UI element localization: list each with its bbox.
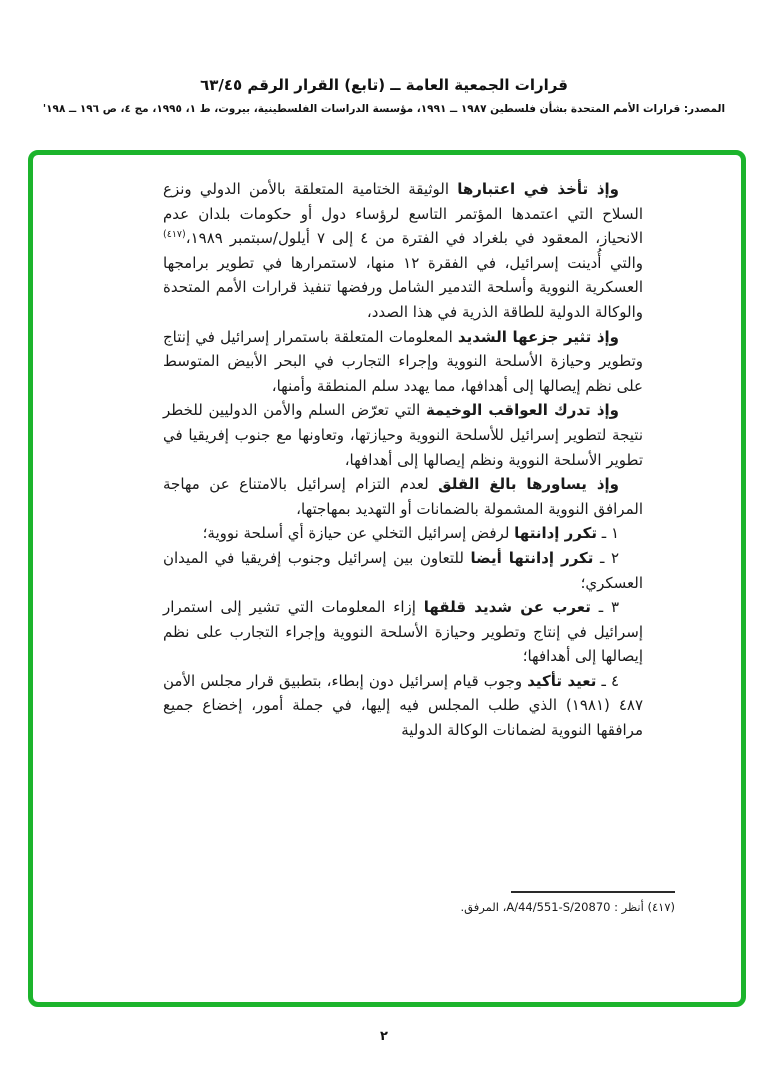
footnote-block xyxy=(399,891,675,914)
bold-lead: تعرب عن شديد قلقها xyxy=(423,598,591,617)
document-header xyxy=(0,76,768,115)
footnote-ref: (٤١٧) xyxy=(163,229,186,241)
page-title: قرارات الجمعية العامة ــ (تابع) القرار الرقم ٦٣/٤٥ xyxy=(200,76,568,94)
footnote-separator xyxy=(511,891,675,893)
text-run: إزاء المعلومات التي تشير إلى استمرار إسرائيل في إنتاج وتطوير وحيازة الأسلحة النووية وإجراء التجارب على نظم إيصالها إلى أهدافها؛ xyxy=(163,598,643,666)
bold-lead: تكرر إدانتها xyxy=(514,524,597,543)
source-line: المصدر: قرارات الأمم المتحدة بشأن فلسطين ١٩٨٧ ــ ١٩٩١، مؤسسة الدراسات الفلسطينية، بيروت، ط ١، ١٩٩٥، مج ٤، ص ١٩٦ ــ ١٩٨' xyxy=(42,103,726,115)
paragraph xyxy=(163,521,643,546)
paragraph xyxy=(163,595,643,669)
paragraph xyxy=(163,546,643,595)
paragraph xyxy=(163,325,643,399)
text-run: وجوب قيام إسرائيل دون إبطاء، بتطبيق قرار مجلس الأمن ٤٨٧ (١٩٨١) الذي طلب المجلس فيه إليها، في جملة أمور، إخضاع جميع مرافقها النووية لضمانات الوكالة الدولية xyxy=(163,671,643,740)
text-run: ١ ـ xyxy=(597,524,619,543)
paragraph xyxy=(163,177,643,325)
bold-lead: وإذ تثير جزعها الشديد xyxy=(457,327,619,346)
document-paragraphs xyxy=(163,177,643,743)
bold-lead: تكرر إدانتها أيضا xyxy=(470,548,594,567)
text-run: الوثيقة الختامية المتعلقة بالأمن الدولي ونزع السلاح التي اعتمدها المؤتمر التاسع لرؤساء دول أو حكومات بلدان عدم الانحياز، المعقود في بلغراد في الفترة من ٤ إلى ٧ أيلول/سبتمبر ١٩٨٩، xyxy=(163,180,643,248)
text-run: لرفض إسرائيل التخلي عن حيازة أي أسلحة نووية؛ xyxy=(202,524,515,543)
text-run: لعدم التزام إسرائيل بالامتناع عن مهاجة المرافق النووية المشمولة بالضمانات أو التهديد بمهاجتها، xyxy=(163,475,643,518)
text-run: ٢ ـ xyxy=(593,548,619,567)
bold-lead: وإذ يساورها بالغ القلق xyxy=(438,475,619,494)
text-run: التي تعرّض السلم والأمن الدوليين للخطر نتيجة لتطوير إسرائيل للأسلحة النووية وحيازتها، وتعاونها مع جنوب إفريقيا في تطوير الأسلحة النووية ونظم إيصالها إلى أهدافها، xyxy=(163,401,643,469)
bold-lead: وإذ تأخذ في اعتبارها xyxy=(457,180,619,198)
text-run: المعلومات المتعلقة باستمرار إسرائيل في إنتاج وتطوير وحيازة الأسلحة النووية وإجراء التجارب في البحر الأبيض المتوسط على نظم إيصالها إلى أهدافها، مما يهدد سلم المنطقة وأمنها، xyxy=(163,327,643,395)
bold-lead: تعيد تأكيد xyxy=(527,671,597,690)
footnote-text: (٤١٧) أنظر : A/44/551-S/20870، المرفق. xyxy=(460,900,675,914)
page-number: ٢ xyxy=(380,1029,388,1044)
paragraph xyxy=(163,472,643,521)
text-run: والتي أُدينت إسرائيل، في الفقرة ١٢ منها، لاستمرارها في تطوير برامجها العسكرية النووية وأسلحة التدمير الشامل ورفضها تنفيذ قرارات الأمم المتحدة والوكالة الدولية للطاقة الذرية في هذا الصدد، xyxy=(163,253,644,321)
bold-lead: وإذ تدرك العواقب الوخيمة xyxy=(425,401,619,420)
text-run: للتعاون بين إسرائيل وجنوب إفريقيا في الميدان العسكري؛ xyxy=(163,548,643,592)
paragraph xyxy=(163,669,643,743)
text-run: ٤ ـ xyxy=(596,671,619,690)
paragraph xyxy=(163,398,643,472)
text-run: ٣ ـ xyxy=(590,598,619,617)
document-frame xyxy=(28,150,746,1007)
